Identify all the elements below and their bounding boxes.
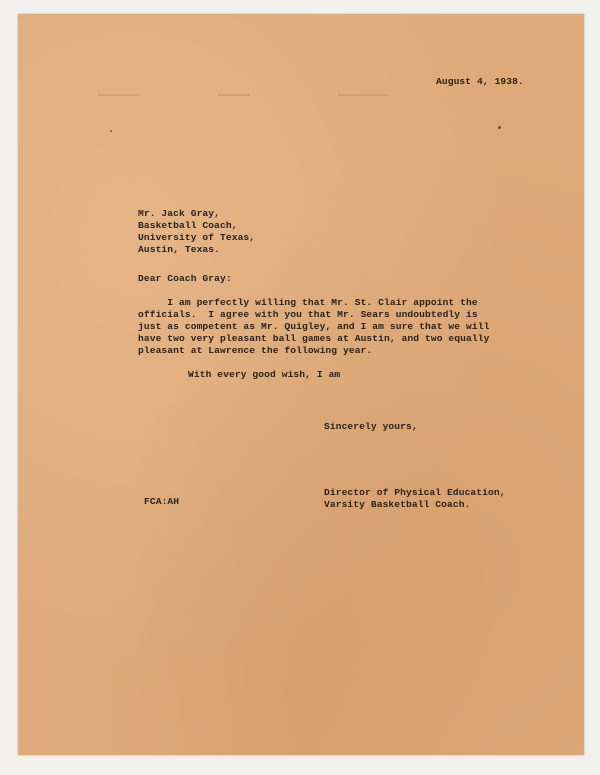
letter-date: August 4, 1938. [436,76,524,87]
paper-speck [110,130,112,132]
bleed-through-mark [338,94,388,96]
letter-page [18,14,584,755]
body-line: just as competent as Mr. Quigley, and I am sure that we will [138,321,490,332]
body-line: pleasant at Lawrence the following year. [138,345,373,356]
paper-speck [498,126,501,129]
body-line: have two very pleasant ball games at Austin, and two equally [138,333,490,344]
recipient-line: Austin, Texas. [138,244,221,255]
recipient-line: Mr. Jack Gray, [138,208,221,219]
body-line: I am perfectly willing that Mr. St. Clair appoint the [138,297,478,308]
bleed-through-mark [218,94,250,96]
bleed-through-mark [98,94,140,96]
salutation: Dear Coach Gray: [138,273,232,284]
signature-title: Varsity Basketball Coach. [324,499,471,510]
closing-line: With every good wish, I am [188,369,341,380]
signature-title: Director of Physical Education, [324,487,506,498]
body-line: officials. I agree with you that Mr. Sears undoubtedly is [138,309,478,320]
recipient-line: Basketball Coach, [138,220,238,231]
typist-initials: FCA:AH [144,496,180,507]
recipient-line: University of Texas, [138,232,256,243]
complimentary-close: Sincerely yours, [324,421,418,432]
